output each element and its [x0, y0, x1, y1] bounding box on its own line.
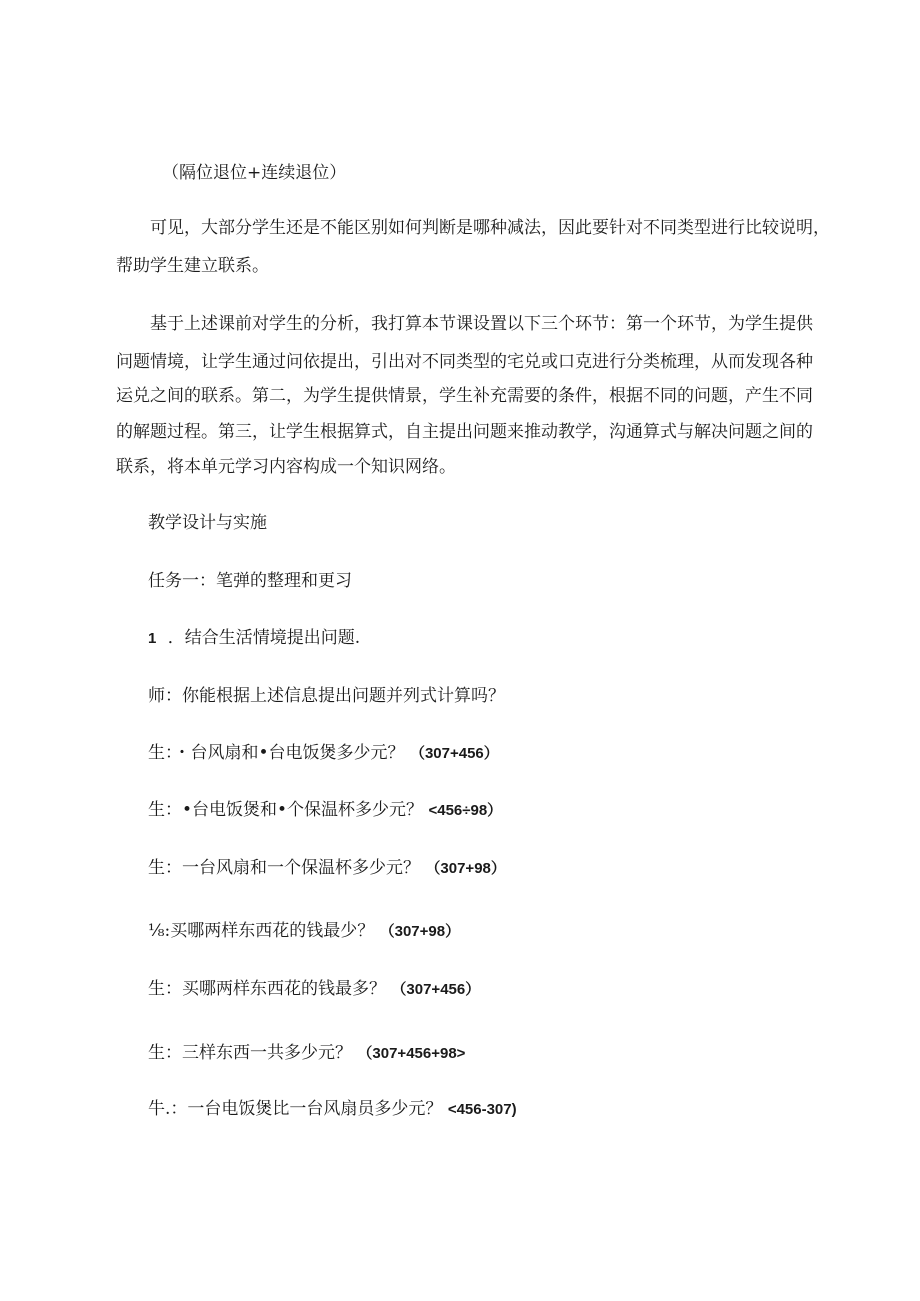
dialog-line-3 — [148, 857, 506, 880]
dialog-text: 生：买哪两样东西花的钱最多？ — [148, 979, 386, 999]
paragraph-2-line-2: 问题情境，让学生通过问依提出，引出对不同类型的宅兑或口克进行分类梳理，从而发现各种 — [116, 352, 813, 372]
dialog-expression: （307+98） — [425, 860, 506, 877]
dialog-expression: <456÷98） — [428, 802, 503, 819]
dialog-expression: <456-307) — [447, 1101, 517, 1118]
dialog-text: 生：三样东西一共多少元？ — [148, 1043, 352, 1063]
step-number: 1 — [148, 630, 157, 647]
dialog-text: ⅛:买哪两样东西花的钱最少？ — [148, 921, 375, 941]
dialog-expression: （307+456） — [391, 981, 481, 998]
dialog-line-6 — [148, 1042, 465, 1065]
paragraph-2-line-5: 联系，将本单元学习内容构成一个知识网络。 — [116, 457, 456, 477]
dialog-expression: （307+456） — [409, 745, 499, 762]
paragraph-2-line-1: 基于上述课前对学生的分析，我打算本节课设置以下三个环节：第一个环节，为学生提供 — [150, 314, 813, 334]
dialog-line-5 — [148, 978, 480, 1001]
section-heading: 教学设计与实施 — [148, 513, 267, 533]
paragraph-2-line-3: 运兑之间的联系。第二，为学生提供情景，学生补充需要的条件，根据不同的问题，产生不同 — [116, 386, 813, 406]
teacher-question: 师：你能根据上述信息提出问题并列式计算吗？ — [148, 686, 505, 706]
paragraph-1-line-1: 可见，大部分学生还是不能区别如何判断是哪种减法，因此要针对不同类型进行比较说明， — [150, 218, 830, 238]
step-text: ．结合生活情境提出问题. — [167, 628, 361, 648]
dialog-line-4 — [148, 920, 460, 943]
note-line: （隔位退位+连续退位） — [162, 163, 347, 183]
dialog-expression: （307+98） — [379, 923, 461, 940]
dialog-text: 生：・台风扇和•台电饭煲多少元？ — [148, 743, 405, 763]
step-1 — [148, 627, 360, 650]
dialog-text: 生：•台电饭煲和•个保温杯多少元？ — [148, 800, 424, 820]
paragraph-2-line-4: 的解题过程。第三，让学生根据算式，自主提出问题来推动教学，沟通算式与解决问题之间的 — [116, 422, 813, 442]
paragraph-1-line-2: 帮助学生建立联系。 — [116, 256, 269, 276]
dialog-expression: （307+456+98> — [357, 1045, 466, 1062]
dialog-line-1 — [148, 742, 499, 765]
dialog-line-7 — [148, 1098, 517, 1121]
dialog-text: 牛.：一台电饭煲比一台风扇员多少元？ — [148, 1099, 443, 1119]
task-title: 任务一：笔弹的整理和更习 — [148, 571, 352, 591]
dialog-line-2 — [148, 799, 502, 822]
dialog-text: 生：一台风扇和一个保温杯多少元？ — [148, 858, 420, 878]
